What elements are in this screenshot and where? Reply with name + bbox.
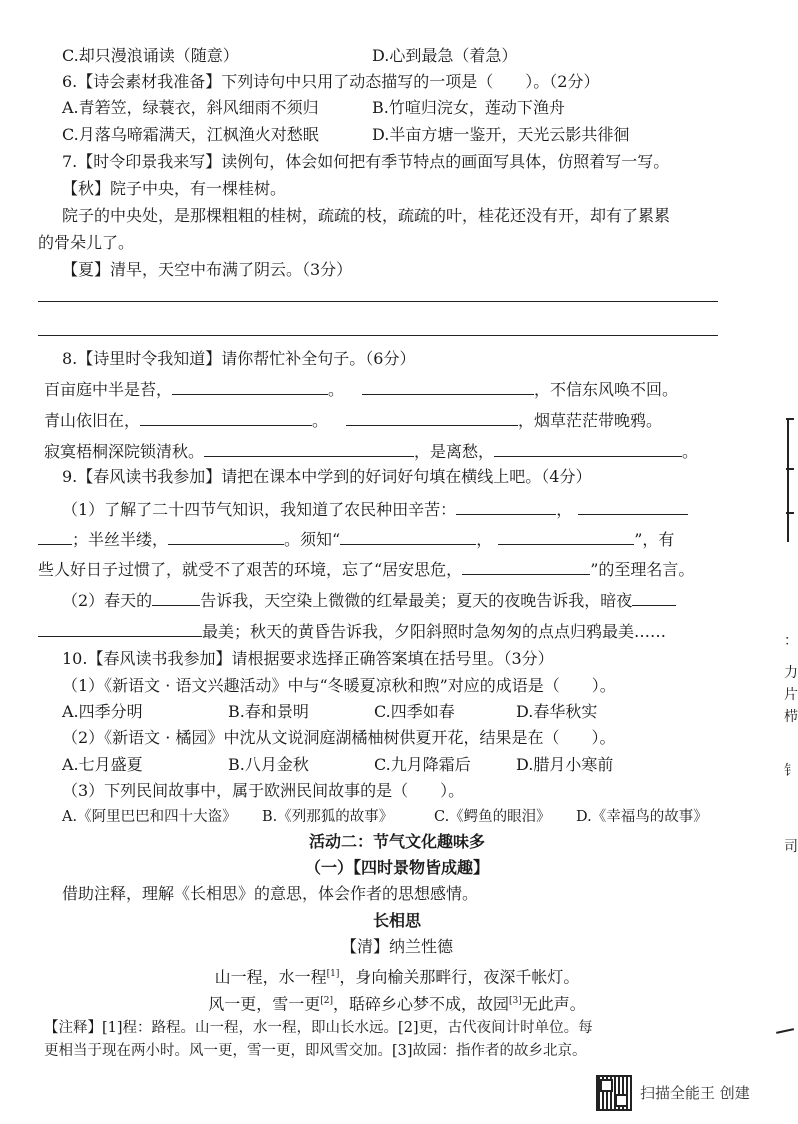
q9-text-9: （2）春天的 bbox=[62, 591, 153, 610]
q5-option-d: D.心到最急（着急） bbox=[372, 46, 518, 65]
poem-line1-text-b: ，身向榆关那畔行，夜深千帐灯。 bbox=[339, 967, 580, 987]
adjacent-page-glyph: ： bbox=[784, 633, 798, 649]
poem-line2-text-c: 无此声。 bbox=[521, 994, 586, 1014]
q10-sub1: （1）《新语文 · 语文兴趣活动》中与“冬暖夏凉秋和煦”对应的成语是（ ）。 bbox=[62, 676, 616, 695]
q10-sub2: （2）《新语文 · 橘园》中沈从文说洞庭湖橘柚树供夏开花，结果是在（ ）。 bbox=[62, 728, 616, 747]
q10-sub2-a: A.七月盛夏 bbox=[62, 755, 143, 774]
q10-sub2-b: B.八月金秋 bbox=[228, 755, 309, 774]
q8-line-2 bbox=[44, 409, 662, 432]
q9-blank-9[interactable] bbox=[632, 589, 676, 606]
adjacent-page-glyph: 片 bbox=[784, 687, 798, 703]
q9-para1-line3 bbox=[38, 558, 694, 581]
q7-autumn-prompt: 【秋】院子中央，有一棵桂树。 bbox=[62, 179, 287, 198]
q6-option-a: A.青箬笠，绿蓑衣，斜风细雨不须归 bbox=[62, 98, 319, 117]
q8-blank-1[interactable] bbox=[172, 378, 328, 395]
q9-blank-7[interactable] bbox=[462, 558, 590, 575]
q10-sub3: （3）下列民间故事中，属于欧洲民间故事的是（ ）。 bbox=[62, 781, 465, 800]
q9-text-11: 最美；秋天的黄昏告诉我，夕阳斜照时急匆匆的点点归鸦最美…… bbox=[202, 622, 667, 641]
q10-sub1-a: A.四季分明 bbox=[62, 702, 143, 721]
q8-line2-text-a: 青山依旧在， bbox=[44, 411, 141, 430]
poem-line2-text-a: 风一更，雪一更 bbox=[208, 994, 321, 1014]
adjacent-page-glyph: 力 bbox=[784, 665, 798, 681]
q8-line3-text-a: 寂寞梧桐深院锁清秋。 bbox=[44, 442, 205, 461]
q10-sub3-a: A.《阿里巴巴和四十大盗》 bbox=[62, 809, 237, 825]
adjacent-page-glyph: 司 bbox=[784, 839, 798, 855]
q6-stem: 6.【诗会素材我准备】下列诗句中只用了动态描写的一项是（ ）。（2分） bbox=[62, 72, 600, 91]
q8-line2-text-b: 。 bbox=[312, 411, 329, 430]
q8-line1-text-b: 。 bbox=[328, 380, 345, 399]
q8-line-3 bbox=[44, 440, 698, 463]
q9-para2-line2 bbox=[38, 620, 666, 643]
q9-blank-6[interactable] bbox=[498, 528, 634, 545]
activity2-intro: 借助注释，理解《长相思》的意思，体会作者的思想感情。 bbox=[62, 884, 479, 903]
q10-sub1-d: D.春华秋实 bbox=[516, 702, 598, 721]
q10-sub2-c: C.九月降霜后 bbox=[374, 755, 471, 774]
q10-sub1-b: B.春和景明 bbox=[228, 702, 309, 721]
q9-blank-4[interactable] bbox=[168, 528, 284, 545]
poem-author: 【清】纳兰性德 bbox=[340, 937, 453, 956]
q8-line3-text-c: 。 bbox=[682, 442, 699, 461]
poem-line2-text-b: ，聒碎乡心梦不成，故园 bbox=[332, 994, 509, 1014]
q8-blank-2[interactable] bbox=[362, 378, 534, 395]
q9-para1-line2 bbox=[38, 528, 674, 551]
q10-sub3-d: D.《幸福鸟的故事》 bbox=[576, 809, 708, 825]
q9-stem: 9.【春风读书我参加】请把在课本中学到的好词好句填在横线上吧。（4分） bbox=[62, 467, 592, 486]
poem-line-1 bbox=[0, 963, 794, 988]
q6-option-c: C.月落乌啼霜满天，江枫渔火对愁眠 bbox=[62, 125, 319, 144]
q9-text-1: （1）了解了二十四节气知识，我知道了农民种田辛苦： bbox=[62, 500, 457, 519]
poem-note-ref-3: [3] bbox=[509, 996, 522, 1006]
adjacent-page-glyph: 栉 bbox=[784, 709, 798, 725]
q7-summer-prompt: 【夏】清早，天空中布满了阴云。（3分） bbox=[62, 260, 353, 279]
q9-blank-5[interactable] bbox=[340, 528, 476, 545]
q9-blank-1[interactable] bbox=[456, 498, 556, 515]
q10-stem: 10.【春风读书我参加】请根据要求选择正确答案填在括号里。（3分） bbox=[62, 649, 554, 668]
q10-sub3-b: B.《列那狐的故事》 bbox=[262, 809, 394, 825]
q9-text-7: 些人好日子过惯了，就受不了艰苦的环境，忘了“居安思危， bbox=[38, 560, 463, 579]
q8-line1-text-a: 百亩庭中半是苔， bbox=[44, 380, 173, 399]
q10-sub1-c: C.四季如春 bbox=[374, 702, 455, 721]
q9-blank-10[interactable] bbox=[38, 620, 202, 637]
q9-text-3: ；半丝半缕， bbox=[72, 530, 169, 549]
q7-stem: 7.【时令印景我来写】读例句，体会如何把有季节特点的画面写具体，仿照着写一写。 bbox=[62, 152, 670, 171]
q7-example-line1: 院子的中央处，是那棵粗粗的桂树，疏疏的枝，疏疏的叶，桂花还没有开，却有了累累 bbox=[62, 206, 671, 225]
q9-text-10: 告诉我，天空染上微微的红晕最美；夏天的夜晚告诉我，暗夜 bbox=[200, 591, 633, 610]
qr-code-icon bbox=[596, 1075, 632, 1111]
activity2-subtitle: （一）【四时景物皆成趣】 bbox=[304, 858, 489, 877]
q8-stem: 8.【诗里时令我知道】请你帮忙补全句子。（6分） bbox=[62, 349, 416, 368]
q9-blank-3[interactable] bbox=[38, 528, 72, 545]
poem-line-2 bbox=[0, 990, 794, 1015]
adjacent-page-table-border bbox=[787, 418, 789, 542]
q9-text-2: ， bbox=[556, 500, 573, 519]
q7-answer-line-2[interactable] bbox=[38, 335, 718, 336]
q9-para2-line1 bbox=[62, 589, 676, 612]
scanner-watermark: 扫描全能王 创建 bbox=[640, 1084, 750, 1102]
q8-line-1 bbox=[44, 378, 678, 401]
q7-answer-line-1[interactable] bbox=[38, 301, 718, 302]
adjacent-page-stroke bbox=[776, 1028, 794, 1033]
poem-line1-text-a: 山一程，水一程 bbox=[214, 967, 327, 987]
q6-option-d: D.半亩方塘一鉴开，天光云影共徘徊 bbox=[372, 125, 630, 144]
q9-text-6: ”，有 bbox=[634, 530, 675, 549]
poem-title: 长相思 bbox=[372, 911, 421, 930]
q8-line3-text-b: ，是离愁， bbox=[414, 442, 495, 461]
q9-text-8: ”的至理名言。 bbox=[590, 560, 695, 579]
q9-blank-8[interactable] bbox=[152, 589, 200, 606]
q8-blank-3[interactable] bbox=[140, 409, 312, 426]
q5-option-c: C.却只漫浪诵读（随意） bbox=[62, 46, 239, 65]
activity2-title: 活动二：节气文化趣味多 bbox=[308, 832, 485, 851]
q6-option-b: B.竹喧归浣女，莲动下渔舟 bbox=[372, 98, 565, 117]
q9-blank-2[interactable] bbox=[578, 498, 688, 515]
q8-blank-6[interactable] bbox=[494, 440, 682, 457]
q8-line2-text-c: ，烟草茫茫带晚鸦。 bbox=[518, 411, 663, 430]
q10-sub2-d: D.腊月小寒前 bbox=[516, 755, 614, 774]
q8-line1-text-c: ，不信东风唤不回。 bbox=[534, 380, 679, 399]
q9-text-5: ， bbox=[476, 530, 493, 549]
poem-note-ref-1: [1] bbox=[326, 969, 340, 979]
q8-blank-5[interactable] bbox=[204, 440, 414, 457]
q10-sub3-c: C.《鳄鱼的眼泪》 bbox=[434, 809, 551, 825]
q8-blank-4[interactable] bbox=[346, 409, 518, 426]
notes-line-2: 更相当于现在两小时。风一更，雪一更，即风雪交加。[3]故园：指作者的故乡北京。 bbox=[44, 1043, 587, 1059]
poem-note-ref-2: [2] bbox=[320, 996, 333, 1006]
q9-text-4: 。须知“ bbox=[284, 530, 341, 549]
notes-line-1: 【注释】[1]程：路程。山一程，水一程，即山长水远。[2]更，古代夜间计时单位。每 bbox=[44, 1020, 593, 1036]
q9-para1-line1 bbox=[62, 498, 688, 521]
adjacent-page-glyph: 钅 bbox=[784, 763, 798, 779]
q7-example-line2: 的骨朵儿了。 bbox=[38, 233, 135, 252]
